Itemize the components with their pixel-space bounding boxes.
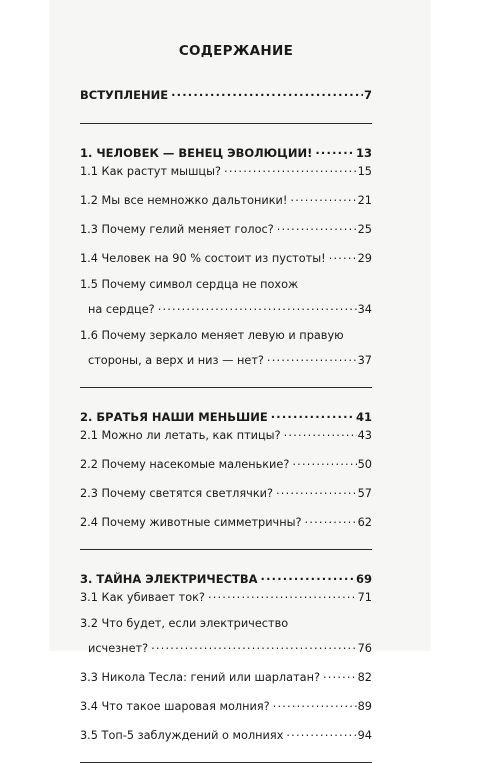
toc-chapter-heading <box>80 406 372 425</box>
toc-entry-page: 7 <box>363 88 372 102</box>
toc-entry: 2.2 Почему насекомые маленькие? ..... 50 <box>80 454 372 473</box>
toc-entry-intro <box>80 84 372 103</box>
toc-entry: 1.3 Почему гелий меняет голос? ..... 25 <box>80 219 372 238</box>
toc-subitems <box>80 587 372 744</box>
toc-title: СОДЕРЖАНИЕ <box>178 43 294 59</box>
toc-chapter-2 <box>80 388 372 549</box>
table-of-contents <box>80 40 372 763</box>
toc-entry: 3.2 Что будет, если электричество исчезнет? ..... 76 <box>80 616 372 657</box>
toc-entry: 3.3 Никола Тесла: гений или шарлатан? ..... 82 <box>80 667 372 686</box>
toc-entry: 3.1 Как убивает ток? ..... 71 <box>80 587 372 606</box>
toc-chapter-3 <box>80 550 372 762</box>
toc-entry-label: 2. БРАТЬЯ НАШИ МЕНЬШИЕ <box>80 410 268 424</box>
toc-entry-page: 69 <box>355 572 372 586</box>
toc-subitems <box>80 161 372 369</box>
toc-entry: 1.6 Почему зеркало меняет левую и правую стороны, а верх и низ — нет? ..... 37 <box>80 328 372 369</box>
toc-entry: 2.1 Можно ли летать, как птицы? ..... 43 <box>80 425 372 444</box>
toc-chapter-1 <box>80 124 372 387</box>
toc-entry-label: ВСТУПЛЕНИЕ <box>80 88 169 102</box>
toc-entry: 1.1 Как растут мышцы? ..... 15 <box>80 161 372 180</box>
toc-entry: 3.4 Что такое шаровая молния? ..... 89 <box>80 696 372 715</box>
toc-intro <box>80 84 372 103</box>
toc-entry: 1.5 Почему символ сердца не похож на сердце? ..... 34 <box>80 277 372 318</box>
toc-entry-label: 1. ЧЕЛОВЕК — ВЕНЕЦ ЭВОЛЮЦИИ! <box>80 146 313 160</box>
toc-entry-page: 41 <box>355 410 372 424</box>
toc-entry: 1.4 Человек на 90 % состоит из пустоты! ..... 29 <box>80 248 372 267</box>
toc-chapter-heading <box>80 568 372 587</box>
toc-entry: 2.4 Почему животные симметричны? ..... 62 <box>80 512 372 531</box>
toc-entry: 2.3 Почему светятся светлячки? ..... 57 <box>80 483 372 502</box>
toc-entry-label: 3. ТАЙНА ЭЛЕКТРИЧЕСТВА <box>80 572 258 586</box>
toc-subitems <box>80 425 372 531</box>
toc-entry: 3.5 Топ-5 заблуждений о молниях ..... 94 <box>80 725 372 744</box>
toc-chapter-heading <box>80 142 372 161</box>
toc-entry: 1.2 Мы все немножко дальтоники! ..... 21 <box>80 190 372 209</box>
toc-entry-page: 13 <box>355 146 372 160</box>
